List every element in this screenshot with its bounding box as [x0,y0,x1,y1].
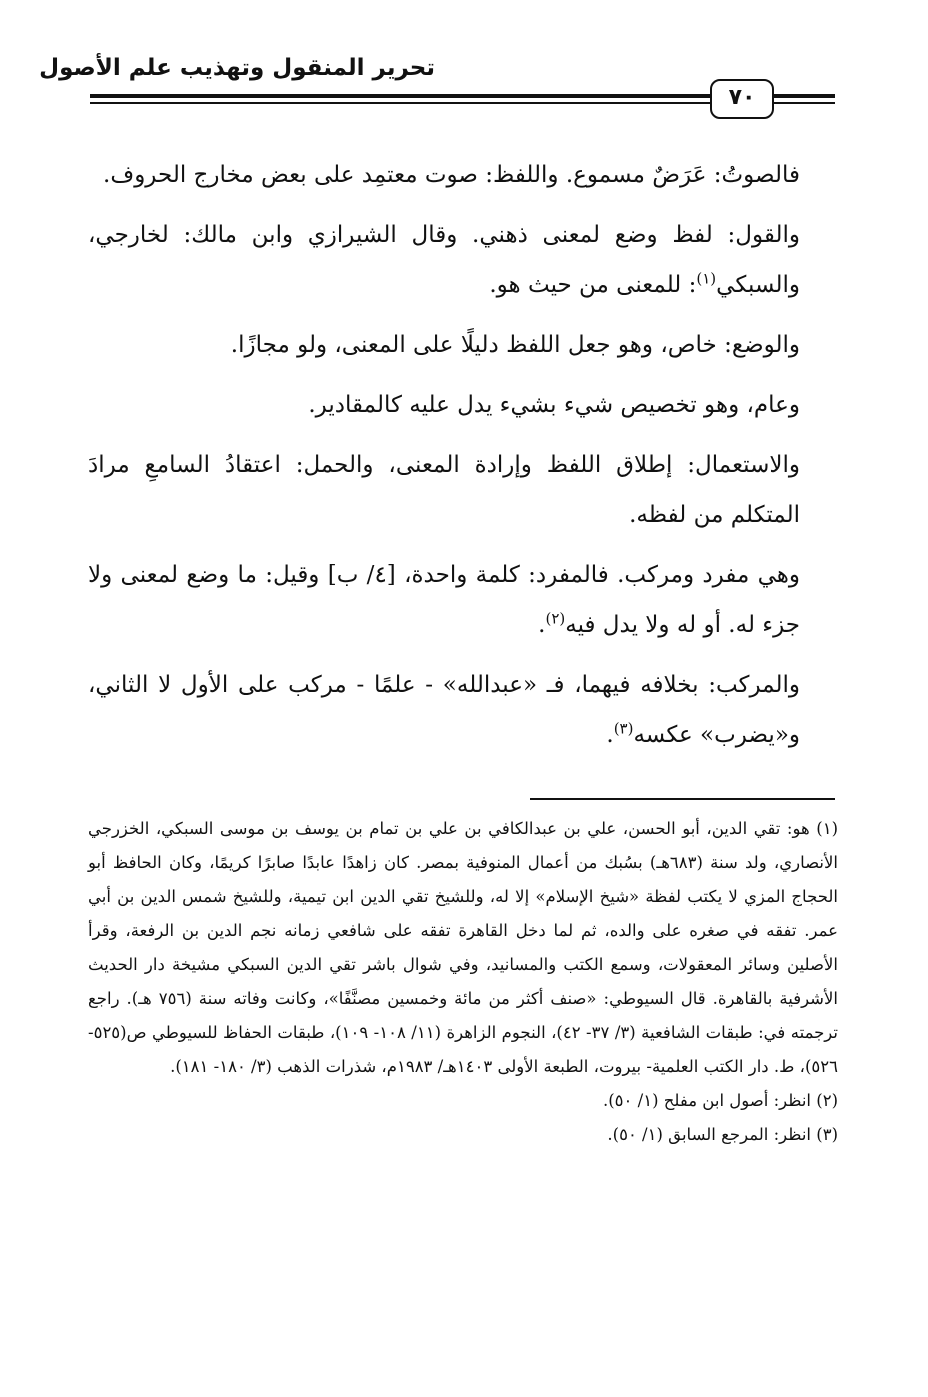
paragraph-compound-text: والمركب: بخلافه فيهما، فـ «عبدالله» - علمًا - مركب على الأول لا الثاني، و«يضرب» عكسه [88,672,800,748]
header-rule-thick-right [770,94,835,98]
footnote-ref-3: (٣) [613,719,634,738]
paragraph-speech [88,210,835,310]
main-text [88,150,835,770]
paragraph-specific-coinage: والوضع: خاص، وهو جعل اللفظ دليلًا على المعنى، ولو مجازًا. [230,332,800,358]
footnote-2: (٢) انظر: أصول ابن مفلح (١/ ٥٠). [602,1091,838,1110]
paragraph-sound: فالصوتُ: عَرَضٌ مسموع. واللفظ: صوت معتمِد على بعض مخارج الحروف. [103,162,800,188]
footnote-1: (١) هو: تقي الدين، أبو الحسن، علي بن عبدالكافي بن علي بن تمام بن يوسف بن موسى السبكي، الخزرجي الأنصاري، ولد سنة (٦٨٣هـ) بسُبك من أعمال المنوفية بمصر. كان زاهدًا عابدًا صابرًا كريمًا، وكان الحافظ أبو الحجاج المزي لا يكتب لفظة «شيخ الإسلام» إلا له، وللشيخ تقي الدين ابن تيمية، وللشيخ شمس الدين بن أبي عمر. تفقه في صغره على والده، ثم لما دخل القاهرة تفقه على شافعي زمانه نجم الدين بن الرفعة، وقرأ الأصلين وسائر المعقولات، وسمع الكتب والمسانيد، وفي شوال باشر تقي الدين السبكي مشيخة دار الحديث الأشرفية بالقاهرة. قال السيوطي: «صنف أكثر من مائة وخمسين مصنَّفًا»، وكانت وفاته سنة (٧٥٦ هـ). راجع ترجمته في: طبقات الشافعية (٣/ ٣٧- ٤٢)، النجوم الزاهرة (١١/ ١٠٨- ١٠٩)، طبقات الحفاظ للسيوطي ص(٥٢٥- ٥٢٦)، ط. دار الكتب العلمية- بيروت، الطبعة الأولى ١٤٠٣هـ/ ١٩٨٣م، شذرات الذهب (٣/ ١٨٠- ١٨١). [88,819,839,1076]
paragraph-compound [88,660,835,760]
paragraph-singular-text: وهي مفرد ومركب. فالمفرد: كلمة واحدة، [٤/ ب] وقيل: ما وضع لمعنى ولا جزء له. أو له ولا يدل فيه [88,562,800,638]
footnote-separator [530,798,835,800]
header-rule-thick [90,94,712,98]
paragraph-compound-dot: . [606,722,614,748]
paragraph-usage: والاستعمال: إطلاق اللفظ وإرادة المعنى، والحمل: اعتقادُ السامعِ مرادَ المتكلم من لفظه. [88,452,800,528]
header-rule-thin [90,102,712,104]
footnote-3: (٣) انظر: المرجع السابق (١/ ٥٠). [607,1125,838,1144]
paragraph-speech-tail: : للمعنى من حيث هو. [489,272,697,298]
footnote-ref-1: (١) [696,269,717,288]
running-header [39,55,835,125]
header-rule-thin-right [770,102,835,104]
footnote-ref-2: (٢) [545,609,566,628]
paragraph-singular-dot: . [538,612,546,638]
footnotes [88,812,838,1152]
paragraph-speech-text: والقول: لفظ وضع لمعنى ذهني. وقال الشيرازي وابن مالك: لخارجي، والسبكي [88,222,800,298]
paragraph-singular [88,550,835,650]
book-title: تحرير المنقول وتهذيب علم الأصول [39,55,435,81]
paragraph-general-coinage: وعام، وهو تخصيص شيء بشيء يدل عليه كالمقادير. [308,392,800,418]
page-number: ٧٠ [710,79,774,119]
